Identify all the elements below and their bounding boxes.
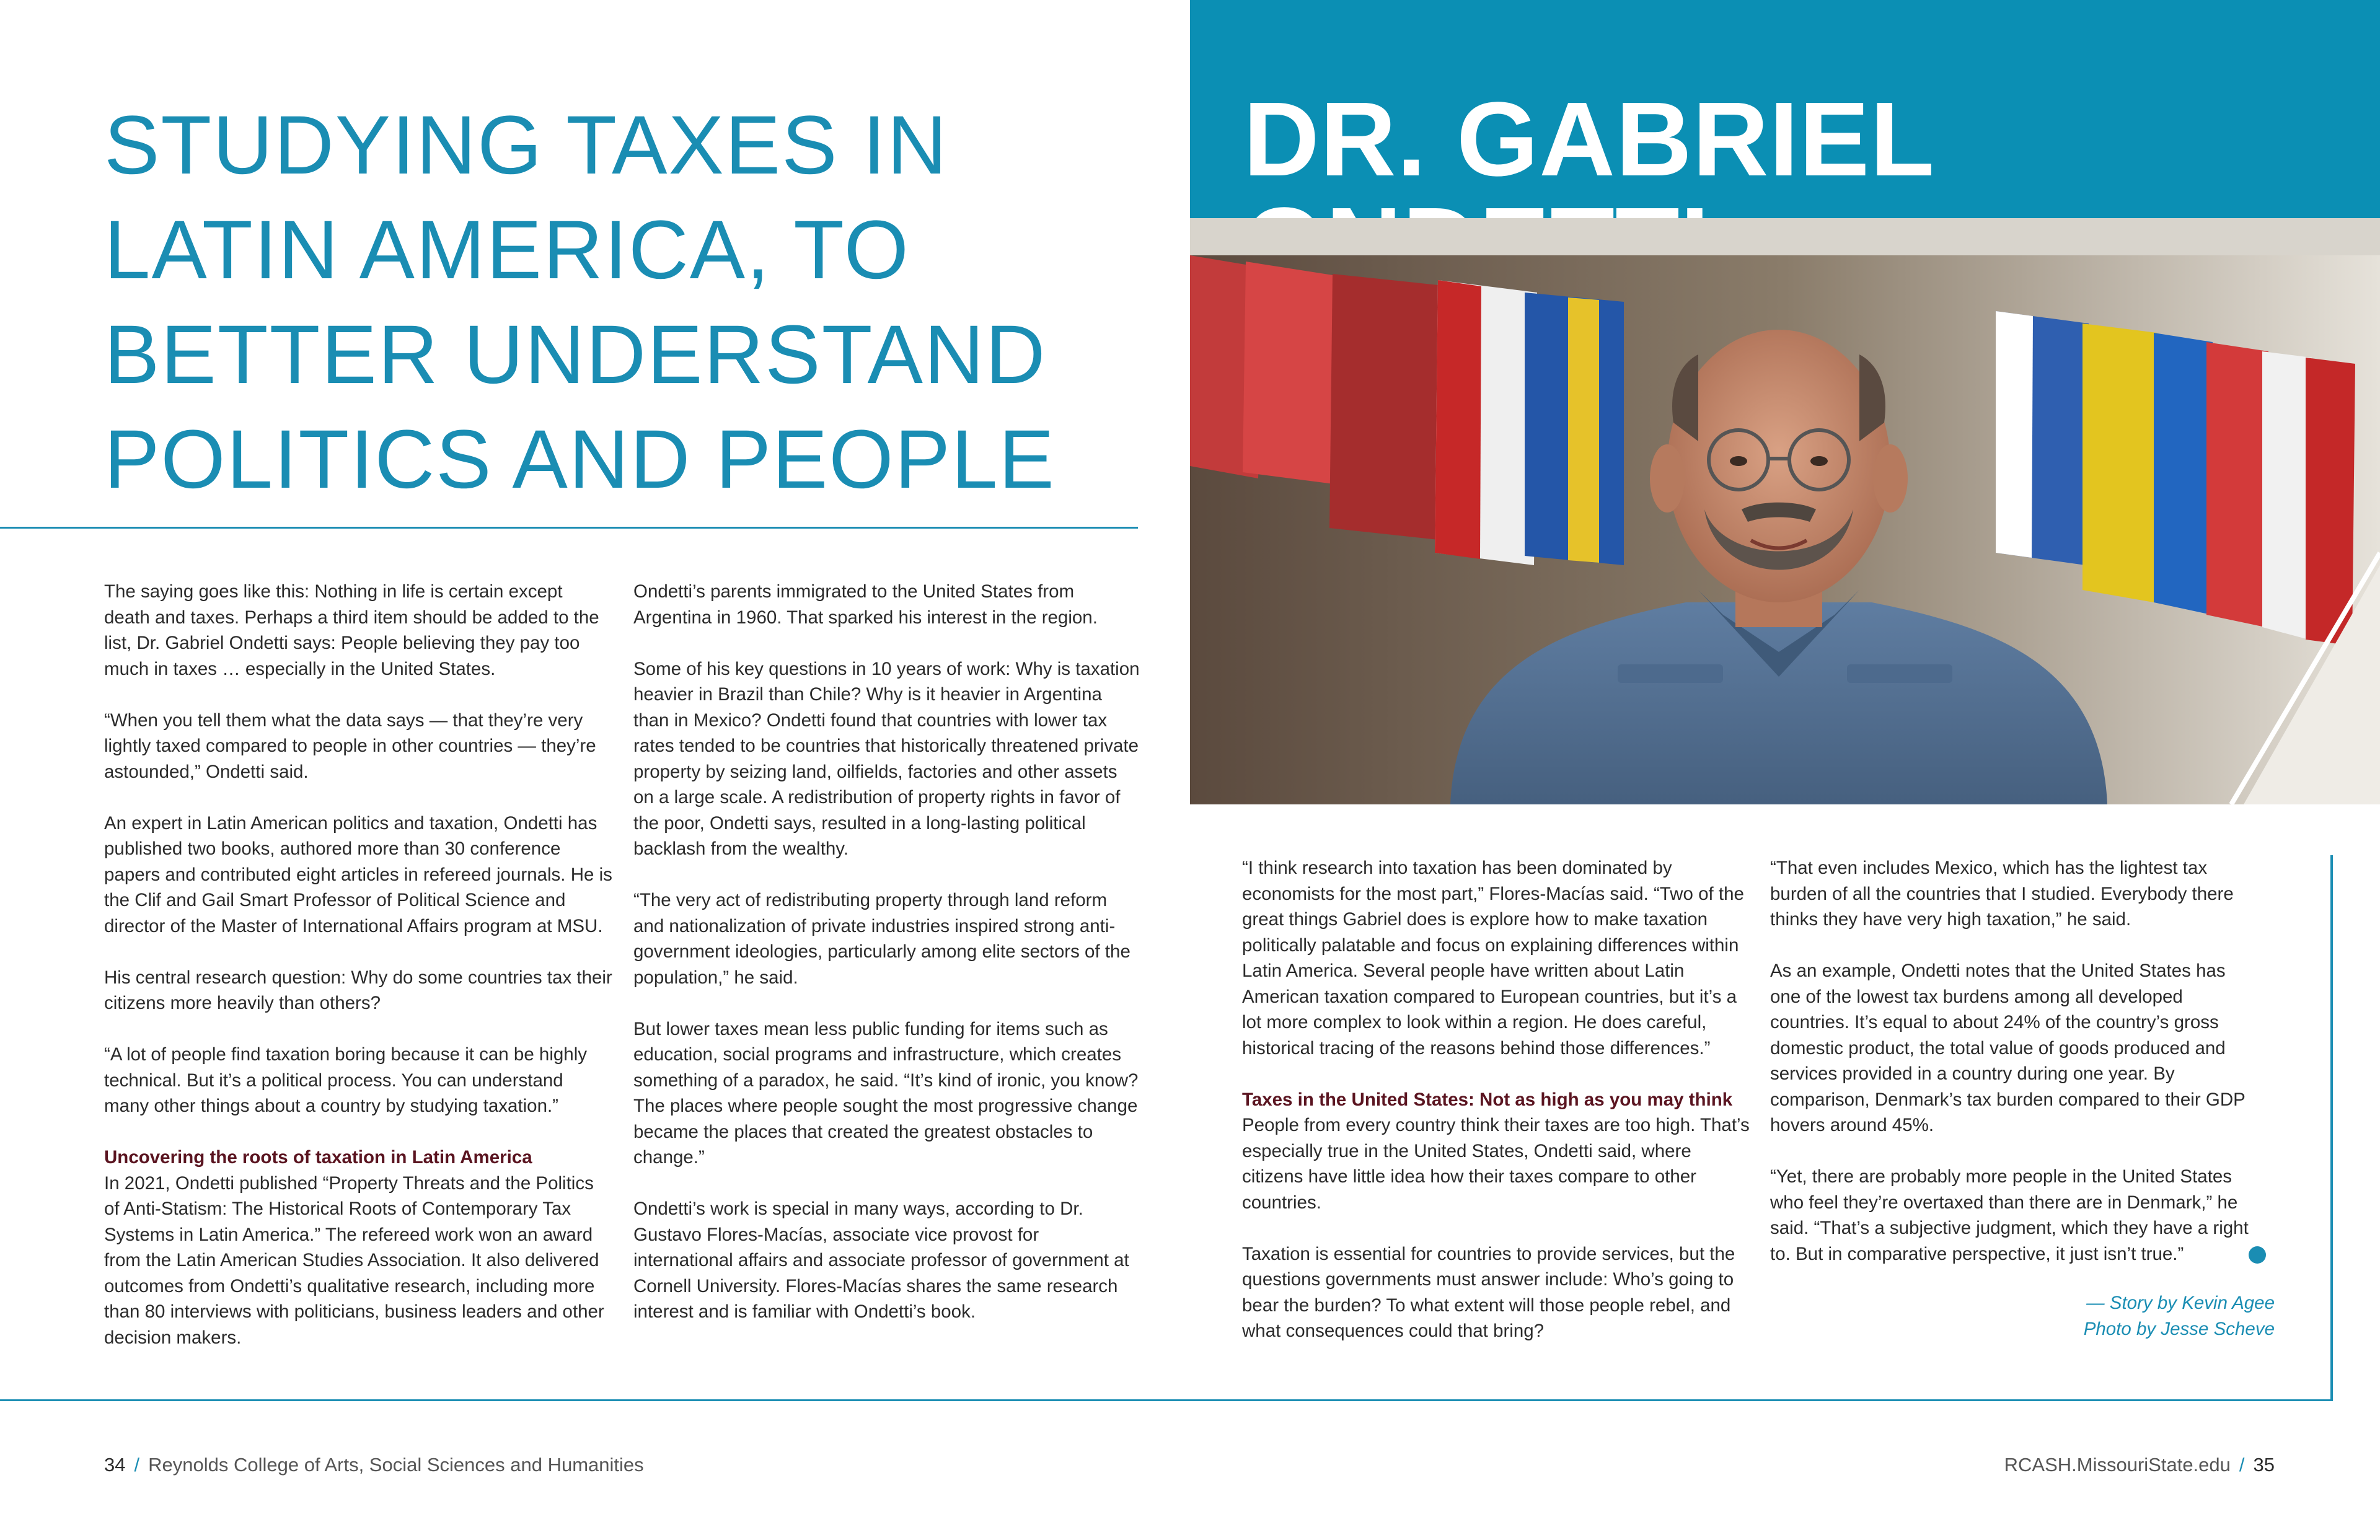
paragraph: The saying goes like this: Nothing in life is certain except death and taxes. Perhaps a third item should be added to the list, Dr. Gabriel Ondetti says: People believing they pay too much in taxes … especially in the United States.: [104, 581, 599, 679]
article-column-1: [104, 579, 612, 1350]
website-link[interactable]: RCASH.MissouriState.edu: [2004, 1454, 2231, 1476]
paragraph: An expert in Latin American politics and taxation, Ondetti has published two books, authored more than 30 conference papers and contributed eight articles in refereed journals. He is the Clif and Gail Smart Professor of Political Science and director of the Master of International Affairs program at MSU.: [104, 812, 612, 936]
title-banner: [1190, 0, 2380, 218]
paragraph: “Yet, there are probably more people in the United States who feel they’re overtaxed than there are in Denmark,” he said. “That’s a subjective judgment, which they have a right to. But in comparative perspective, it just isn’t true.”: [1770, 1166, 2249, 1264]
portrait-photo: [1190, 218, 2380, 804]
paragraph: “The very act of redistributing property through land reform and nationalization of private industries inspired strong anti-government ideologies, particularly among elite sectors of the population,” he said.: [633, 890, 1130, 988]
paragraph: Taxation is essential for countries to provide services, but the questions governments must answer include: Who’s going to bear the burden? To what extent will those people rebel, and what consequences could that bring?: [1242, 1243, 1735, 1341]
footer-separator: /: [134, 1454, 140, 1476]
photo-credit: Photo by Jesse Scheve: [2083, 1318, 2275, 1339]
article-column-2: [633, 579, 1142, 1325]
subhead: Taxes in the United States: Not as high as you may think: [1242, 1089, 1733, 1110]
paragraph: Ondetti’s parents immigrated to the United States from Argentina in 1960. That sparked his interest in the region.: [633, 581, 1098, 628]
banner-title: DR. GABRIEL: [1243, 81, 1933, 198]
end-mark-icon: [2249, 1246, 2266, 1264]
paragraph: His central research question: Why do some countries tax their citizens more heavily than others?: [104, 967, 612, 1013]
subhead: Uncovering the roots of taxation in Latin America: [104, 1147, 532, 1168]
subhead-paragraph: [104, 1145, 612, 1350]
footer-right: [2004, 1454, 2275, 1476]
paragraph: Ondetti’s work is special in many ways, according to Dr. Gustavo Flores-Macías, associate vice provost for international affairs and associate professor of government at Cornell University. Flores-Macías shares the same research interest and is familiar with Ondetti’s book.: [633, 1199, 1129, 1322]
right-border-line: [2330, 855, 2333, 1401]
headline: [104, 93, 1121, 512]
footer-separator: /: [2239, 1454, 2245, 1476]
paragraph: As an example, Ondetti notes that the United States has one of the lowest tax burdens among all developed countries. It’s equal to about 24% of the country’s gross domestic product, the total value of goods produced and services provided in a country during one year. By comparison, Denmark’s tax burden compared to their GDP hovers around 45%.: [1770, 961, 2246, 1135]
paragraph: But lower taxes mean less public funding for items such as education, social programs and infrastructure, which creates something of a paradox, he said. “It’s kind of ironic, you know? The places where people sought the most progressive change became the places that created the greatest obstacles to change.”: [633, 1018, 1139, 1168]
story-credit: — Story by Kevin Agee: [2086, 1293, 2275, 1313]
paragraph: “That even includes Mexico, which has the lightest tax burden of all the countries that I studied. Everybody there thinks they have very high taxation,” he said.: [1770, 858, 2234, 930]
headline-line: LATIN AMERICA, TO: [104, 204, 910, 296]
headline-line: BETTER UNDERSTAND: [104, 309, 1047, 401]
subhead-paragraph: [1242, 1087, 1750, 1216]
paragraph: “A lot of people find taxation boring because it can be highly technical. But it’s a political process. You can understand many other things about a country by studying taxation.”: [104, 1044, 587, 1116]
page-number: 34: [104, 1454, 126, 1476]
credits: [1859, 1290, 2275, 1342]
paragraph: “I think research into taxation has been dominated by economists for the most part,” Flores-Macías said. “Two of the great things Gabriel does is explore how to make taxation politically palatable and focus on explaining differences within Latin America. Several people have written about Latin American taxation compared to European countries, but it’s a lot more complex to look within a region. He does careful, historical tracing of the reasons behind those differences.”: [1242, 858, 1744, 1058]
article-column-3: [1242, 855, 1750, 1344]
headline-line: POLITICS AND PEOPLE: [104, 413, 1056, 506]
article-column-4: [1770, 855, 2260, 1267]
footer-left: [104, 1454, 644, 1476]
paragraph: “When you tell them what the data says — that they’re very lightly taxed compared to people in other countries — they’re astounded,” Ondetti said.: [104, 710, 596, 782]
publication-title: Reynolds College of Arts, Social Sciences and Humanities: [148, 1454, 644, 1476]
paragraph: People from every country think their taxes are too high. That’s especially true in the United States, Ondetti said, where citizens have little idea how their taxes compare to other countries.: [1242, 1115, 1750, 1213]
paragraph: Some of his key questions in 10 years of work: Why is taxation heavier in Brazil than Chile? Why is it heavier in Argentina than in Mexico? Ondetti found that countries with lower tax rates tended to be countries that historically threatened private property by seizing land, oilfields, factories and other assets on a large scale. A redistribution of property rights in favor of the poor, Ondetti says, resulted in a long-lasting political backlash from the wealthy.: [633, 658, 1140, 859]
headline-divider: [0, 527, 1138, 529]
bottom-divider: [0, 1399, 2333, 1401]
page-number: 35: [2253, 1454, 2275, 1476]
headline-line: STUDYING TAXES IN: [104, 99, 948, 191]
paragraph: In 2021, Ondetti published “Property Threats and the Politics of Anti-Statism: The Historical Roots of Contemporary Tax Systems in Latin America.” The refereed work won an award from the Latin American Studies Association. It also delivered outcomes from Ondetti’s qualitative research, including more than 80 interviews with politicians, business leaders and other decision makers.: [104, 1173, 604, 1348]
